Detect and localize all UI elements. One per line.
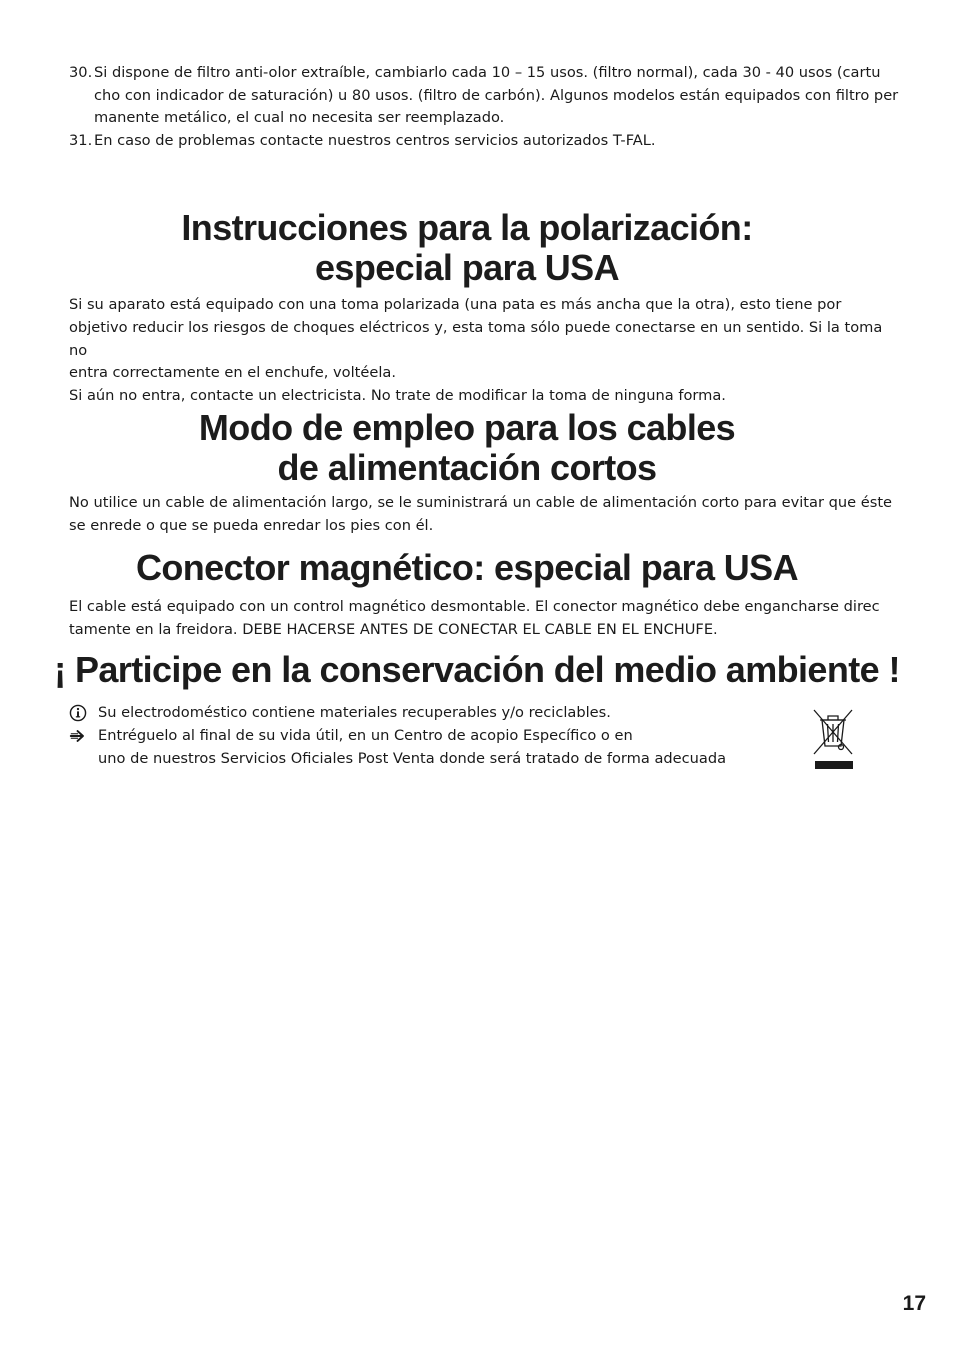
paragraph-line: Si su aparato está equipado con una toma polarizada (una pata es más ancha que la otra), esto tiene por (69, 296, 842, 313)
environment-notes (69, 702, 789, 770)
list-item-line: manente metálico, el cual no necesita ser reemplazado. (94, 109, 505, 126)
paragraph-short-cables (69, 492, 899, 538)
list-item-line: Si dispone de filtro anti-olor extraíble, cambiarlo cada 10 – 15 usos. (filtro normal), cada 30 - 40 usos (cartu (94, 64, 881, 81)
paragraph-line: tamente en la freidora. DEBE HACERSE ANTES DE CONECTAR EL CABLE EN EL ENCHUFE. (69, 620, 718, 638)
paragraph-line: entra correctamente en el enchufe, voltéela. (69, 364, 396, 382)
list-item (69, 130, 899, 153)
heading-line: Instrucciones para la polarización: (181, 207, 753, 248)
paragraph-magnetic-connector (69, 596, 899, 642)
paragraph-line: objetivo reducir los riesgos de choques eléctricos y, esta toma sólo puede conectarse en un sentido. Si la toma no (69, 318, 883, 359)
info-note-text: Su electrodoméstico contiene materiales recuperables y/o reciclables. (98, 704, 611, 721)
list-item-number: 31. (69, 131, 93, 149)
heading-environment: ¡ Participe en la conservación del medio ambiente ! (54, 649, 900, 690)
paragraph-line: Si aún no entra, contacte un electricista. No trate de modificar la toma de ninguna forma. (69, 387, 726, 405)
heading-line: de alimentación cortos (277, 447, 657, 488)
arrow-right-icon (69, 727, 87, 745)
info-circle-icon (69, 704, 87, 722)
crossed-out-wheelie-bin-icon (810, 706, 856, 772)
paragraph-line: se enrede o que se pueda enredar los pies con él. (69, 516, 434, 534)
heading-line: especial para USA (315, 247, 619, 288)
heading-magnetic-connector: Conector magnético: especial para USA (136, 547, 798, 588)
list-item-line: En caso de problemas contacte nuestros centros servicios autorizados T-FAL. (94, 131, 656, 149)
arrow-note-text: Entréguelo al final de su vida útil, en un Centro de acopio Específico o en (98, 726, 633, 744)
heading-polarization (69, 208, 865, 288)
list-item-number: 30. (69, 64, 93, 81)
instruction-list (69, 62, 899, 152)
list-item-line: cho con indicador de saturación) u 80 usos. (filtro de carbón). Algunos modelos están equipados con filtro per (94, 86, 899, 104)
heading-short-cables (69, 408, 865, 488)
info-note (69, 702, 789, 725)
heading-line: Modo de empleo para los cables (198, 407, 736, 448)
paragraph-line: No utilice un cable de alimentación largo, se le suministrará un cable de alimentación corto para evitar que éste (69, 494, 893, 511)
page-number: 17 (902, 1292, 926, 1315)
paragraph-polarization (69, 294, 899, 408)
paragraph-line: El cable está equipado con un control magnético desmontable. El conector magnético debe engancharse direc (69, 598, 880, 615)
arrow-note (69, 725, 789, 771)
list-item (69, 62, 899, 130)
arrow-note-text: uno de nuestros Servicios Oficiales Post Venta donde será tratado de forma adecuada (98, 749, 727, 767)
